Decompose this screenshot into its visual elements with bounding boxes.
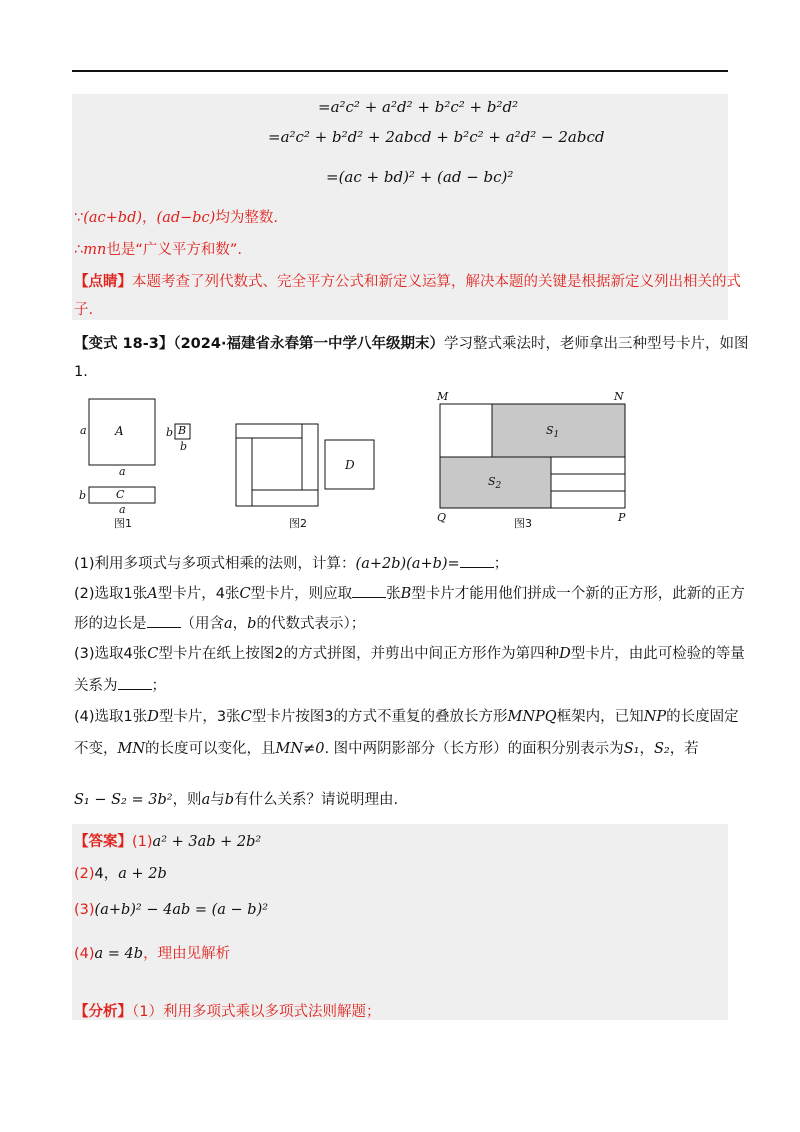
fig1-caption: 图1: [114, 517, 132, 530]
label-P: P: [618, 511, 626, 524]
expr-ad-bc: (ad−bc): [156, 210, 216, 226]
label-b-left: b: [166, 426, 174, 439]
analysis-text: （1）利用多项式乘以多项式法则解题；: [132, 1004, 381, 1020]
var-mn: mn: [83, 242, 107, 258]
fig2-left-card: [236, 438, 252, 506]
answer-2: (2)4，a + 2b: [74, 866, 167, 882]
label-S2: $S_2$: [488, 475, 502, 491]
math-line-1: =a²c² + a²d² + b²c² + b²d²: [318, 98, 519, 116]
fig2-outer: [236, 424, 318, 506]
comment-tag: 【点睛】: [74, 274, 132, 290]
answer-4: (4)a = 4b，理由见解析: [74, 946, 231, 962]
therefore-symbol: ∴: [74, 242, 84, 258]
analysis-line: [74, 1000, 380, 1021]
math-line-2: =a²c² + b²d² + 2abcd + b²c² + a²d² − 2abcd: [268, 128, 605, 146]
label-a-c: a: [119, 503, 126, 516]
comment-text-1: 本题考查了列代数式、完全平方公式和新定义运算，解决本题的关键是根据新定义列出相关的式: [132, 274, 741, 290]
question-4-line-2: 不变，MN的长度可以变化，且MN≠0. 图中两阴影部分（长方形）的面积分别表示为S₁，S₂，若: [74, 741, 699, 757]
fig2-bottom-card: [252, 490, 318, 506]
problem-tag: 【变式 18-3】: [74, 336, 174, 352]
comment-line-2: 子.: [74, 302, 94, 318]
label-S1: $S_1$: [546, 424, 560, 440]
question-3-line-1: (3)选取4张C型卡片在纸上按图2的方式拼图，并剪出中间正方形作为第四种D型卡片，由此可检验的等量: [74, 646, 745, 662]
answer-3: (3)(a+b)² − 4ab = (a − b)²: [74, 902, 269, 918]
analysis-tag: 【分析】: [74, 1004, 132, 1020]
question-2-line-2: 形的边长是 （用含a，b的代数式表示）；: [74, 616, 366, 632]
question-3-line-2: 关系为 ；: [74, 678, 166, 694]
therefore-text: 也是“广义平方和数”.: [106, 242, 242, 258]
fig2-right-card: [302, 424, 318, 490]
problem-line-2: 1.: [74, 364, 88, 380]
label-Q: Q: [437, 511, 447, 524]
answer-band: [72, 824, 728, 1020]
answer-1: 【答案】(1)a² + 3ab + 2b²: [74, 834, 262, 850]
math-line-3: =(ac + bd)² + (ad − bc)²: [326, 168, 514, 186]
fig2-top-card: [236, 424, 302, 438]
question-4-line-3: S₁ − S₂ = 3b²，则a与b有什么关系？请说明理由.: [74, 792, 399, 808]
question-2-line-1: (2)选取1张A型卡片，4张C型卡片，则应取 张B型卡片才能用他们拼成一个新的正方形，此新的正方: [74, 586, 745, 602]
label-C: C: [116, 488, 125, 501]
fig3-caption: 图3: [514, 517, 532, 530]
problem-source: （2024·福建省永春第一中学八年级期末）: [173, 336, 444, 352]
label-b-c: b: [79, 489, 87, 502]
question-1: (1)利用多项式与多项式相乘的法则，计算：(a+2b)(a+b)= ；: [74, 556, 509, 572]
label-a-bottom: a: [119, 465, 126, 478]
fig2-caption: 图2: [289, 517, 307, 530]
problem-text-1: 学习整式乘法时，老师拿出三种型号卡片，如图: [443, 336, 749, 352]
label-M: M: [437, 390, 449, 403]
label-B: B: [178, 424, 187, 437]
label-a-side: a: [80, 424, 87, 437]
answer-tag: 【答案】: [74, 834, 132, 850]
label-b-bottom: b: [180, 440, 188, 453]
sep: ，: [142, 210, 157, 226]
label-A: A: [115, 424, 124, 438]
label-N: N: [614, 390, 624, 403]
because-symbol: ∵: [74, 210, 84, 226]
because-text: 均为整数.: [215, 210, 278, 226]
question-4-line-1: (4)选取1张D型卡片，3张C型卡片按图3的方式不重复的叠放长方形MNPQ框架内，已知NP的长度固定: [74, 709, 739, 725]
label-D: D: [345, 458, 355, 472]
expr-ac-bd: (ac+bd): [83, 210, 143, 226]
